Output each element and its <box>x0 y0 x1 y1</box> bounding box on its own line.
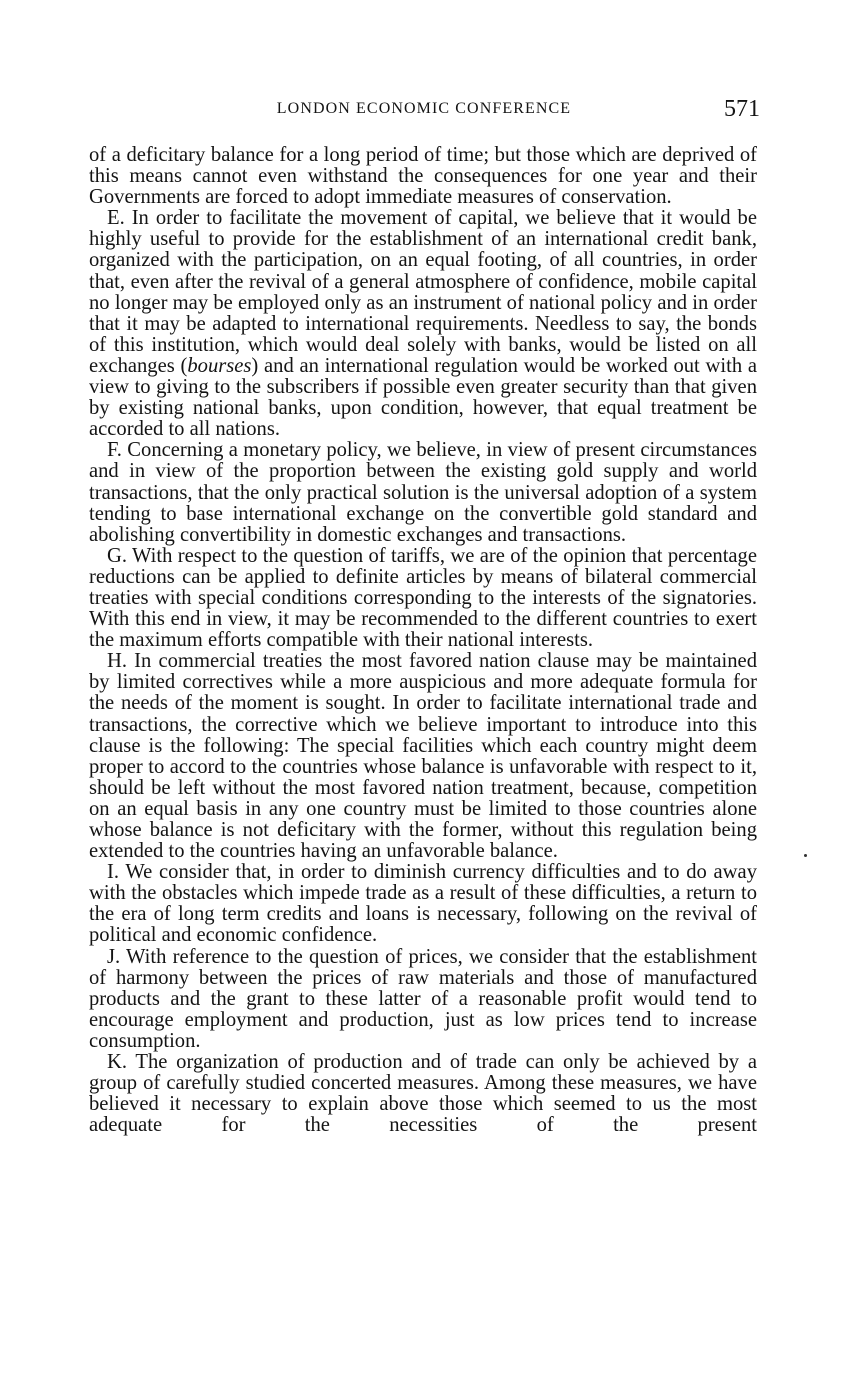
stray-ink-dot <box>804 854 807 857</box>
paragraph-k: K. The organization of production and of trade can only be achieved by a group of carefully studied concerted measures. Among these measures, we have believed it necessary to explain above those which seemed to us the most adequate for the necessities of the present <box>89 1051 757 1137</box>
paragraph-h: H. In commercial treaties the most favored nation clause may be maintained by limited correctives while a more auspicious and more adequate formula for the needs of the moment is sought. In order to facilitate international trade and transactions, the corrective which we believe important to introduce into this clause is the following: The special facilities which each country might deem proper to accord to the countries whose balance is unfavorable with respect to it, should be left without the most favored nation treatment, because, competition on an equal basis in any one country must be limited to those countries alone whose balance is not deficitary with the former, without this regulation being extended to the countries having an unfavorable balance. <box>89 650 757 863</box>
running-head <box>88 96 760 126</box>
paragraph-e-text-before: E. In order to facilitate the movement of capital, we believe that it would be highly useful to provide for the establishment of an international credit bank, organized with the participation, on an equal footing, of all countries, in order that, even after the revival of a general atmosphere of confidence, mobile capital no longer may be employed only as an instrument of national policy and in order that it may be adapted to international requirements. Needless to say, the bonds of this institution, which would deal solely with banks, would be listed on all exchanges ( <box>89 207 757 377</box>
body-text <box>89 145 757 1136</box>
paragraph-i: I. We consider that, in order to diminish currency difficulties and to do away with the obstacles which impede trade as a result of these difficulties, a return to the era of long term credits and loans is necessary, following on the revival of political and economic confidence. <box>89 861 757 947</box>
paragraph-e <box>89 208 757 440</box>
paragraph-g: G. With respect to the question of tariffs, we are of the opinion that percentage reductions can be applied to definite articles by means of bilateral commercial treaties with special conditions corresponding to the interests of the signatories. With this end in view, it may be recommended to the different countries to exert the maximum efforts compatible with their national interests. <box>89 544 757 652</box>
running-title: LONDON ECONOMIC CONFERENCE <box>276 100 572 117</box>
paragraph-f: F. Concerning a monetary policy, we believe, in view of present circumstances and in view of the proportion between the existing gold supply and world transactions, that the only practical solution is the universal adoption of a system tending to base international exchange on the convertible gold standard and abolishing convertibility in domestic exchanges and transactions. <box>89 439 757 546</box>
page-number: 571 <box>724 96 760 122</box>
paragraph-e-text-after: ) and an international regulation would be worked out with a view to giving to the subscribers if possible even greater security than that given by existing national banks, upon condition, however, that equal treatment be accorded to all nations. <box>89 354 757 441</box>
paragraph-j: J. With reference to the question of prices, we consider that the establishment of harmony between the prices of raw materials and those of manufactured products and the grant to these latter of a reasonable profit would tend to encourage employment and production, just as low prices tend to increase consumption. <box>89 945 757 1052</box>
paragraph-e-italic-term: bourses <box>187 354 252 377</box>
paragraph-continuation: of a deficitary balance for a long period of time; but those which are deprived of this means cannot even withstand the consequences for one year and their Governments are forced to adopt immediate measures of conservation. <box>89 144 757 209</box>
